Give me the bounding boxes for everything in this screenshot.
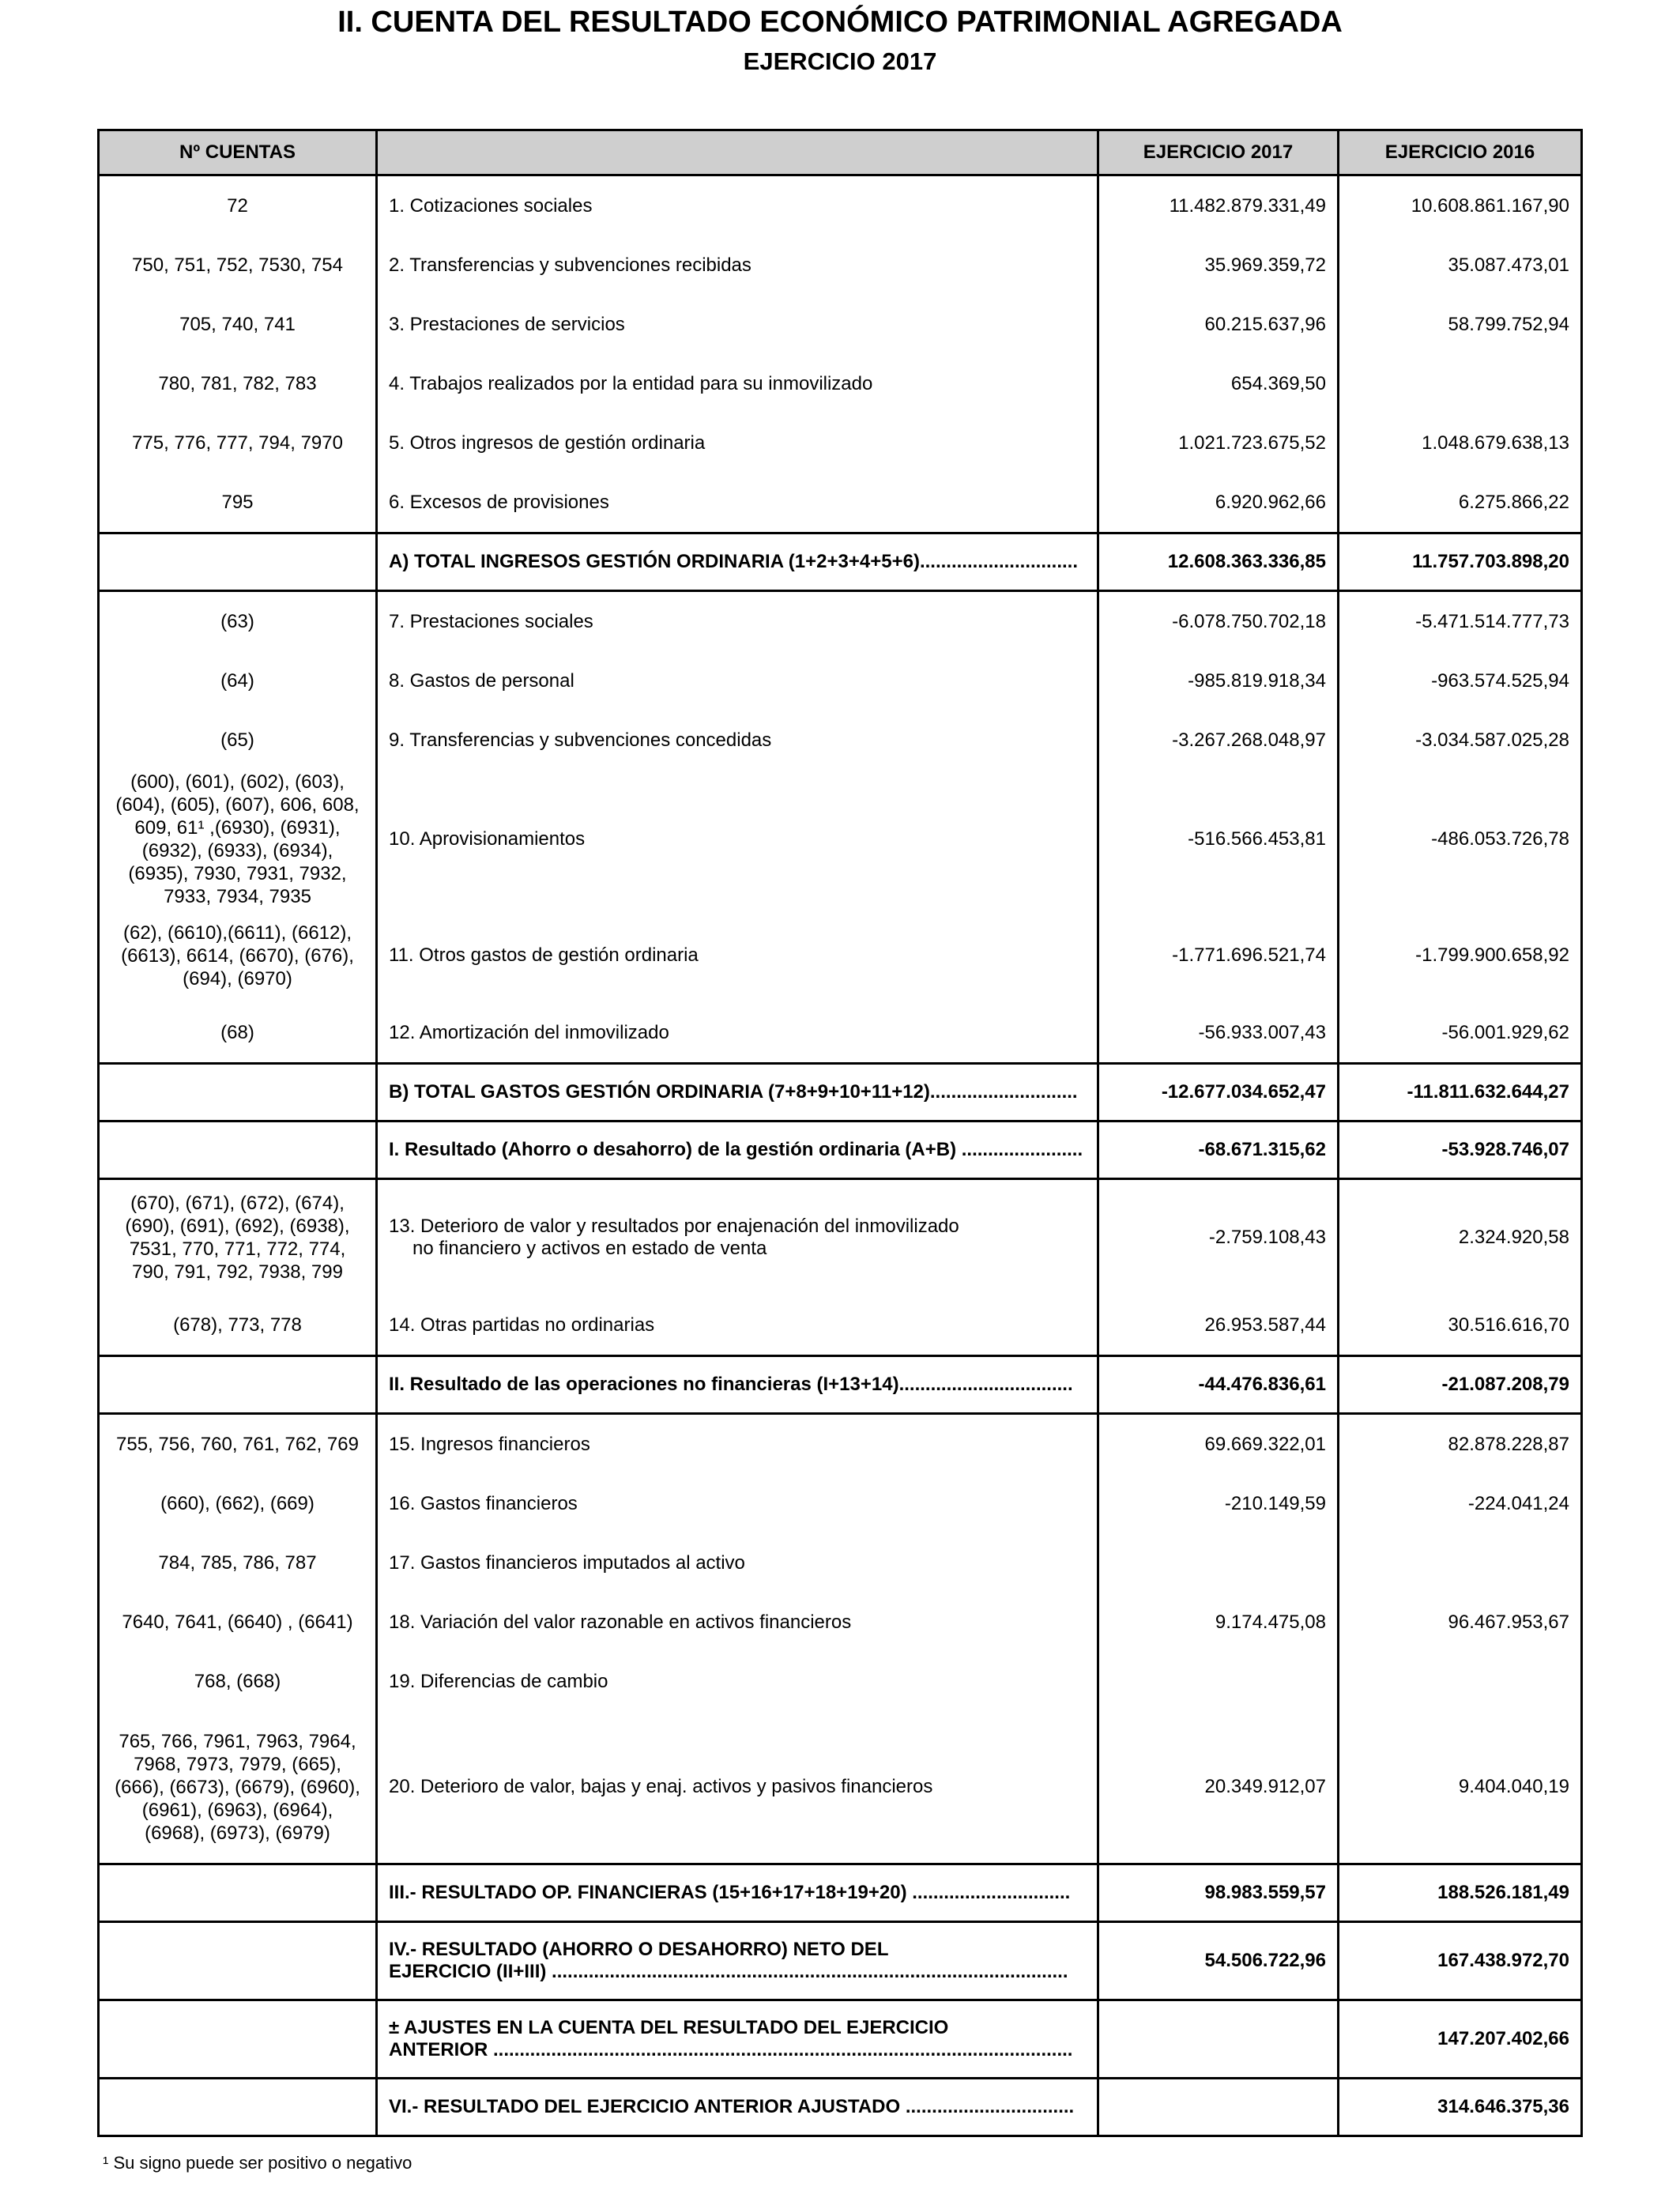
row-value-2017: -44.476.836,61 — [1098, 1356, 1339, 1414]
total-row — [99, 2000, 1582, 2079]
table-row — [99, 1593, 1582, 1652]
row-value-2016: 1.048.679.638,13 — [1339, 413, 1582, 473]
row-description — [377, 2000, 1098, 2079]
table-row — [99, 591, 1582, 652]
row-value-2017 — [1098, 2000, 1339, 2079]
table-row — [99, 1179, 1582, 1296]
row-value-2017: -516.566.453,81 — [1098, 770, 1339, 908]
table-row — [99, 651, 1582, 711]
row-value-2017: -12.677.034.652,47 — [1098, 1064, 1339, 1122]
row-value-2017: -6.078.750.702,18 — [1098, 591, 1339, 652]
row-description: 17. Gastos financieros imputados al activo — [377, 1533, 1098, 1593]
row-accounts: (64) — [99, 651, 377, 711]
row-description: 18. Variación del valor razonable en activos financieros — [377, 1593, 1098, 1652]
row-accounts: 780, 781, 782, 783 — [99, 354, 377, 413]
table-row — [99, 473, 1582, 533]
table-row — [99, 1533, 1582, 1593]
row-description: I. Resultado (Ahorro o desahorro) de la gestión ordinaria (A+B) ....................... — [377, 1122, 1098, 1179]
page-title: II. CUENTA DEL RESULTADO ECONÓMICO PATRIMONIAL AGREGADA — [337, 6, 1343, 39]
row-description: 7. Prestaciones sociales — [377, 591, 1098, 652]
row-value-2016: 147.207.402,66 — [1339, 2000, 1582, 2079]
row-description-line2: ANTERIOR .............................................................................................................. — [389, 2039, 1073, 2060]
row-description: 8. Gastos de personal — [377, 651, 1098, 711]
row-value-2017: 654.369,50 — [1098, 354, 1339, 413]
row-accounts — [99, 1356, 377, 1414]
table-row — [99, 236, 1582, 295]
row-accounts: 755, 756, 760, 761, 762, 769 — [99, 1414, 377, 1475]
row-accounts: (678), 773, 778 — [99, 1295, 377, 1356]
row-value-2016: 2.324.920,58 — [1339, 1179, 1582, 1296]
table-row — [99, 1414, 1582, 1475]
header-description — [377, 130, 1098, 175]
row-description-line1: 13. Deterioro de valor y resultados por enajenación del inmovilizado — [389, 1216, 959, 1237]
row-accounts: (660), (662), (669) — [99, 1474, 377, 1533]
row-value-2017: 9.174.475,08 — [1098, 1593, 1339, 1652]
row-description: 16. Gastos financieros — [377, 1474, 1098, 1533]
row-value-2016: -53.928.746,07 — [1339, 1122, 1582, 1179]
row-value-2017: 6.920.962,66 — [1098, 473, 1339, 533]
row-description: 19. Diferencias de cambio — [377, 1652, 1098, 1711]
row-description: 9. Transferencias y subvenciones concedidas — [377, 711, 1098, 770]
total-row — [99, 1864, 1582, 1922]
row-accounts — [99, 1064, 377, 1122]
total-row — [99, 1922, 1582, 2000]
total-row — [99, 1064, 1582, 1122]
row-value-2017: 26.953.587,44 — [1098, 1295, 1339, 1356]
row-description: 20. Deterioro de valor, bajas y enaj. activos y pasivos financieros — [377, 1711, 1098, 1864]
row-description: 11. Otros gastos de gestión ordinaria — [377, 908, 1098, 1003]
row-value-2016: 167.438.972,70 — [1339, 1922, 1582, 2000]
row-accounts — [99, 1864, 377, 1922]
row-value-2016: 10.608.861.167,90 — [1339, 175, 1582, 236]
header-accounts: Nº CUENTAS — [99, 130, 377, 175]
row-accounts — [99, 2000, 377, 2079]
row-accounts — [99, 1922, 377, 2000]
row-description: 2. Transferencias y subvenciones recibidas — [377, 236, 1098, 295]
row-value-2017: -985.819.918,34 — [1098, 651, 1339, 711]
row-value-2017: 98.983.559,57 — [1098, 1864, 1339, 1922]
row-value-2017 — [1098, 2079, 1339, 2136]
row-description — [377, 1922, 1098, 2000]
row-value-2016: -486.053.726,78 — [1339, 770, 1582, 908]
row-value-2016: -21.087.208,79 — [1339, 1356, 1582, 1414]
row-value-2017: 12.608.363.336,85 — [1098, 533, 1339, 591]
row-accounts: 768, (668) — [99, 1652, 377, 1711]
income-statement-table — [97, 129, 1583, 2137]
row-description: B) TOTAL GASTOS GESTIÓN ORDINARIA (7+8+9+10+11+12)............................ — [377, 1064, 1098, 1122]
row-value-2016: -5.471.514.777,73 — [1339, 591, 1582, 652]
row-value-2016: 9.404.040,19 — [1339, 1711, 1582, 1864]
row-value-2016 — [1339, 1652, 1582, 1711]
row-description: III.- RESULTADO OP. FINANCIERAS (15+16+17+18+19+20) .............................. — [377, 1864, 1098, 1922]
row-value-2017: 35.969.359,72 — [1098, 236, 1339, 295]
row-value-2016: 188.526.181,49 — [1339, 1864, 1582, 1922]
row-value-2017: -56.933.007,43 — [1098, 1003, 1339, 1064]
row-value-2016: -1.799.900.658,92 — [1339, 908, 1582, 1003]
row-accounts: 775, 776, 777, 794, 7970 — [99, 413, 377, 473]
row-value-2016: 82.878.228,87 — [1339, 1414, 1582, 1475]
row-accounts: 705, 740, 741 — [99, 295, 377, 354]
row-accounts: 750, 751, 752, 7530, 754 — [99, 236, 377, 295]
footnote: ¹ Su signo puede ser positivo o negativo — [103, 2153, 412, 2173]
row-value-2016: 314.646.375,36 — [1339, 2079, 1582, 2136]
row-value-2017: -3.267.268.048,97 — [1098, 711, 1339, 770]
table-row — [99, 1474, 1582, 1533]
row-description-line2: EJERCICIO (II+III) .................................................................................................. — [389, 1961, 1068, 1982]
row-value-2017: 11.482.879.331,49 — [1098, 175, 1339, 236]
row-value-2016: -963.574.525,94 — [1339, 651, 1582, 711]
row-accounts: (62), (6610),(6611), (6612), (6613), 6614, (6670), (676), (694), (6970) — [99, 908, 377, 1003]
row-value-2017: 69.669.322,01 — [1098, 1414, 1339, 1475]
row-value-2016: -56.001.929,62 — [1339, 1003, 1582, 1064]
row-value-2016: 6.275.866,22 — [1339, 473, 1582, 533]
table-row — [99, 413, 1582, 473]
table-row — [99, 1295, 1582, 1356]
table-row — [99, 1652, 1582, 1711]
row-accounts: (68) — [99, 1003, 377, 1064]
row-value-2017: -2.759.108,43 — [1098, 1179, 1339, 1296]
table-row — [99, 770, 1582, 908]
row-accounts: 784, 785, 786, 787 — [99, 1533, 377, 1593]
table-row — [99, 1003, 1582, 1064]
row-value-2016: -224.041,24 — [1339, 1474, 1582, 1533]
row-value-2016: -3.034.587.025,28 — [1339, 711, 1582, 770]
row-description: II. Resultado de las operaciones no financieras (I+13+14)................................. — [377, 1356, 1098, 1414]
table-header-row — [99, 130, 1582, 175]
row-description: 10. Aprovisionamientos — [377, 770, 1098, 908]
row-accounts: (600), (601), (602), (603), (604), (605), (607), 606, 608, 609, 61¹ ,(6930), (6931), (6932), (6933), (6934), (6935), 7930, 7931, 7932, 7933, 7934, 7935 — [99, 770, 377, 908]
row-value-2017: -68.671.315,62 — [1098, 1122, 1339, 1179]
row-value-2017: 1.021.723.675,52 — [1098, 413, 1339, 473]
table-row — [99, 1711, 1582, 1864]
row-description — [377, 1179, 1098, 1296]
row-description: 14. Otras partidas no ordinarias — [377, 1295, 1098, 1356]
row-description-line2: no financiero y activos en estado de venta — [412, 1238, 767, 1259]
row-description: A) TOTAL INGRESOS GESTIÓN ORDINARIA (1+2+3+4+5+6).............................. — [377, 533, 1098, 591]
row-value-2016: 96.467.953,67 — [1339, 1593, 1582, 1652]
row-value-2016 — [1339, 1533, 1582, 1593]
row-accounts: 72 — [99, 175, 377, 236]
total-row — [99, 2079, 1582, 2136]
header-year-2017: EJERCICIO 2017 — [1098, 130, 1339, 175]
row-description-line1: IV.- RESULTADO (AHORRO O DESAHORRO) NETO DEL — [389, 1939, 889, 1960]
header-year-2016: EJERCICIO 2016 — [1339, 130, 1582, 175]
total-row — [99, 1356, 1582, 1414]
row-value-2017: 54.506.722,96 — [1098, 1922, 1339, 2000]
table-row — [99, 354, 1582, 413]
row-description: 5. Otros ingresos de gestión ordinaria — [377, 413, 1098, 473]
row-description: 15. Ingresos financieros — [377, 1414, 1098, 1475]
table-row — [99, 908, 1582, 1003]
row-description: 1. Cotizaciones sociales — [377, 175, 1098, 236]
row-value-2016: 35.087.473,01 — [1339, 236, 1582, 295]
row-value-2016: -11.811.632.644,27 — [1339, 1064, 1582, 1122]
row-value-2017 — [1098, 1652, 1339, 1711]
row-value-2017: 60.215.637,96 — [1098, 295, 1339, 354]
row-accounts: (63) — [99, 591, 377, 652]
row-description: 12. Amortización del inmovilizado — [377, 1003, 1098, 1064]
row-description-line1: ± AJUSTES EN LA CUENTA DEL RESULTADO DEL EJERCICIO — [389, 2017, 949, 2038]
row-accounts: 795 — [99, 473, 377, 533]
row-value-2017: -1.771.696.521,74 — [1098, 908, 1339, 1003]
table-row — [99, 295, 1582, 354]
row-description: 6. Excesos de provisiones — [377, 473, 1098, 533]
row-value-2017: -210.149,59 — [1098, 1474, 1339, 1533]
row-accounts: 765, 766, 7961, 7963, 7964, 7968, 7973, 7979, (665), (666), (6673), (6679), (6960), (6961), (6963), (6964), (6968), (6973), (6979) — [99, 1711, 377, 1864]
table-row — [99, 175, 1582, 236]
row-description: 4. Trabajos realizados por la entidad para su inmovilizado — [377, 354, 1098, 413]
total-row — [99, 1122, 1582, 1179]
row-accounts — [99, 2079, 377, 2136]
row-description: VI.- RESULTADO DEL EJERCICIO ANTERIOR AJUSTADO ................................ — [377, 2079, 1098, 2136]
row-value-2016: 58.799.752,94 — [1339, 295, 1582, 354]
row-description: 3. Prestaciones de servicios — [377, 295, 1098, 354]
row-value-2017 — [1098, 1533, 1339, 1593]
table-row — [99, 711, 1582, 770]
row-accounts — [99, 1122, 377, 1179]
row-accounts — [99, 533, 377, 591]
row-accounts: (65) — [99, 711, 377, 770]
total-row — [99, 533, 1582, 591]
row-accounts: (670), (671), (672), (674), (690), (691), (692), (6938), 7531, 770, 771, 772, 774, 790, 791, 792, 7938, 799 — [99, 1179, 377, 1296]
row-value-2016 — [1339, 354, 1582, 413]
row-value-2016: 11.757.703.898,20 — [1339, 533, 1582, 591]
row-value-2016: 30.516.616,70 — [1339, 1295, 1582, 1356]
page-subtitle: EJERCICIO 2017 — [743, 47, 937, 75]
row-accounts: 7640, 7641, (6640) , (6641) — [99, 1593, 377, 1652]
row-value-2017: 20.349.912,07 — [1098, 1711, 1339, 1864]
